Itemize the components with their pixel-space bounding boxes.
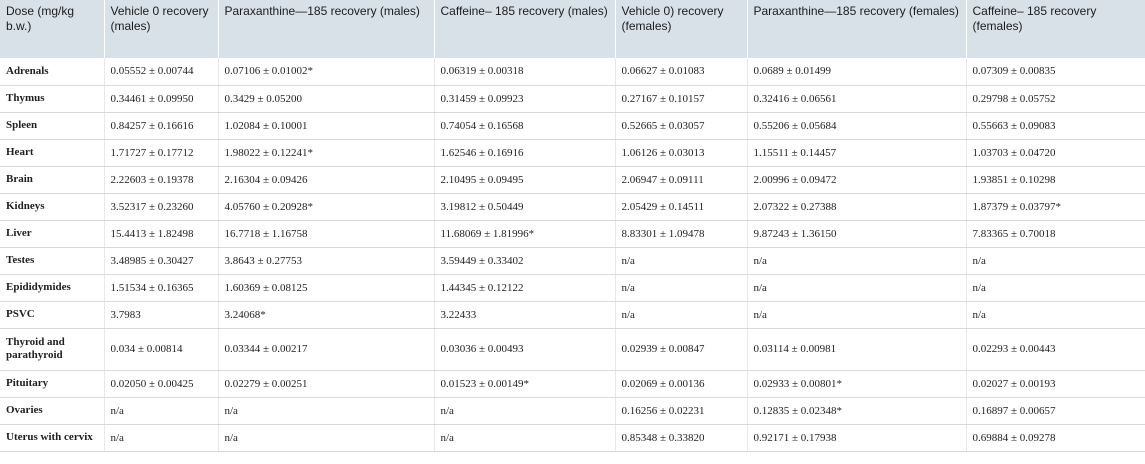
table-cell: 2.16304 ± 0.09426 [218,166,434,193]
table-row [0,397,1145,424]
organ-cell: Pituitary [0,370,104,397]
table-cell: 1.60369 ± 0.08125 [218,274,434,301]
table-cell: 15.4413 ± 1.82498 [104,220,218,247]
table-cell: 0.34461 ± 0.09950 [104,85,218,112]
table-row [0,220,1145,247]
table-cell: 1.06126 ± 0.03013 [615,139,747,166]
table-cell: 1.44345 ± 0.12122 [434,274,615,301]
organ-cell: PSVC [0,301,104,328]
table-cell: 3.24068* [218,301,434,328]
organ-cell: Liver [0,220,104,247]
table-cell: 7.83365 ± 0.70018 [966,220,1145,247]
table-row [0,139,1145,166]
table-cell: 3.48985 ± 0.30427 [104,247,218,274]
header-caffeine-females: Caffeine– 185 recovery (females) [966,0,1145,58]
table-row [0,166,1145,193]
table-cell: 0.29798 ± 0.05752 [966,85,1145,112]
table-cell: 0.0689 ± 0.01499 [747,58,966,85]
table-cell: 0.07309 ± 0.00835 [966,58,1145,85]
table-cell: 2.22603 ± 0.19378 [104,166,218,193]
table-cell: 0.02069 ± 0.00136 [615,370,747,397]
table-cell: 1.93851 ± 0.10298 [966,166,1145,193]
table-cell: 0.32416 ± 0.06561 [747,85,966,112]
table-cell: 0.16897 ± 0.00657 [966,397,1145,424]
table-cell: n/a [747,247,966,274]
organ-cell: Uterus with cervix [0,424,104,451]
table-cell: 0.03344 ± 0.00217 [218,328,434,370]
header-paraxanthine-males: Paraxanthine—185 recovery (males) [218,0,434,58]
table-cell: 2.10495 ± 0.09495 [434,166,615,193]
table-cell: 3.59449 ± 0.33402 [434,247,615,274]
table-cell: 0.69884 ± 0.09278 [966,424,1145,451]
table-cell: 0.84257 ± 0.16616 [104,112,218,139]
table-cell: 0.02279 ± 0.00251 [218,370,434,397]
header-dose: Dose (mg/kg b.w.) [0,0,104,58]
table-cell: n/a [615,247,747,274]
table-row [0,247,1145,274]
table-cell: 0.3429 ± 0.05200 [218,85,434,112]
header-caffeine-males: Caffeine– 185 recovery (males) [434,0,615,58]
table-cell: 0.07106 ± 0.01002* [218,58,434,85]
table-cell: 0.034 ± 0.00814 [104,328,218,370]
table-cell: 0.27167 ± 0.10157 [615,85,747,112]
table-cell: n/a [966,301,1145,328]
table-cell: 0.92171 ± 0.17938 [747,424,966,451]
table-cell: 1.71727 ± 0.17712 [104,139,218,166]
table-cell: 3.22433 [434,301,615,328]
table-cell: 2.07322 ± 0.27388 [747,193,966,220]
table-cell: 1.15511 ± 0.14457 [747,139,966,166]
table-cell: n/a [615,274,747,301]
table-cell: n/a [966,274,1145,301]
table-cell: 0.02933 ± 0.00801* [747,370,966,397]
organ-cell: Kidneys [0,193,104,220]
header-vehicle-males: Vehicle 0 recovery (males) [104,0,218,58]
table-cell: 3.7983 [104,301,218,328]
table-cell: n/a [104,424,218,451]
table-cell: n/a [747,274,966,301]
table-row [0,274,1145,301]
table-cell: 1.03703 ± 0.04720 [966,139,1145,166]
table-cell: 0.12835 ± 0.02348* [747,397,966,424]
table-cell: 3.8643 ± 0.27753 [218,247,434,274]
organ-cell: Thymus [0,85,104,112]
table-cell: 2.00996 ± 0.09472 [747,166,966,193]
table-cell: 0.03114 ± 0.00981 [747,328,966,370]
organ-cell: Brain [0,166,104,193]
table-cell: 1.62546 ± 0.16916 [434,139,615,166]
table-row [0,85,1145,112]
table-cell: 1.02084 ± 0.10001 [218,112,434,139]
organ-cell: Thyroid and parathyroid [0,328,104,370]
table-row [0,58,1145,85]
table-cell: n/a [434,424,615,451]
table-cell: n/a [218,397,434,424]
organ-cell: Epididymides [0,274,104,301]
table-row [0,370,1145,397]
table-cell: n/a [104,397,218,424]
table-row [0,301,1145,328]
table-cell: 0.31459 ± 0.09923 [434,85,615,112]
table-cell: 9.87243 ± 1.36150 [747,220,966,247]
table-cell: 0.85348 ± 0.33820 [615,424,747,451]
table-cell: 0.02293 ± 0.00443 [966,328,1145,370]
table-cell: 0.74054 ± 0.16568 [434,112,615,139]
table-cell: 0.05552 ± 0.00744 [104,58,218,85]
table-cell: 0.55206 ± 0.05684 [747,112,966,139]
organ-cell: Spleen [0,112,104,139]
table-cell: 0.06319 ± 0.00318 [434,58,615,85]
table-cell: 1.87379 ± 0.03797* [966,193,1145,220]
table-cell: n/a [434,397,615,424]
header-paraxanthine-females: Paraxanthine—185 recovery (females) [747,0,966,58]
table-cell: 4.05760 ± 0.20928* [218,193,434,220]
table-cell: n/a [747,301,966,328]
organ-cell: Adrenals [0,58,104,85]
table-cell: 1.98022 ± 0.12241* [218,139,434,166]
table-cell: n/a [966,247,1145,274]
table-cell: 3.19812 ± 0.50449 [434,193,615,220]
table-cell: 8.83301 ± 1.09478 [615,220,747,247]
table-cell: 2.05429 ± 0.14511 [615,193,747,220]
table-cell: n/a [218,424,434,451]
table-cell: 16.7718 ± 1.16758 [218,220,434,247]
table-cell: 0.55663 ± 0.09083 [966,112,1145,139]
table-cell: 0.02027 ± 0.00193 [966,370,1145,397]
table-cell: n/a [615,301,747,328]
table-row [0,424,1145,451]
table-cell: 2.06947 ± 0.09111 [615,166,747,193]
organ-cell: Ovaries [0,397,104,424]
table-cell: 0.16256 ± 0.02231 [615,397,747,424]
table-cell: 0.01523 ± 0.00149* [434,370,615,397]
header-row [0,0,1145,58]
organ-cell: Heart [0,139,104,166]
table-cell: 0.06627 ± 0.01083 [615,58,747,85]
table-cell: 0.03036 ± 0.00493 [434,328,615,370]
organ-cell: Testes [0,247,104,274]
table-row [0,193,1145,220]
table-row [0,328,1145,370]
table-cell: 0.02939 ± 0.00847 [615,328,747,370]
table-cell: 0.52665 ± 0.03057 [615,112,747,139]
table-cell: 3.52317 ± 0.23260 [104,193,218,220]
table-cell: 1.51534 ± 0.16365 [104,274,218,301]
table-cell: 0.02050 ± 0.00425 [104,370,218,397]
table-cell: 11.68069 ± 1.81996* [434,220,615,247]
header-vehicle-females: Vehicle 0) recovery (females) [615,0,747,58]
table-row [0,112,1145,139]
